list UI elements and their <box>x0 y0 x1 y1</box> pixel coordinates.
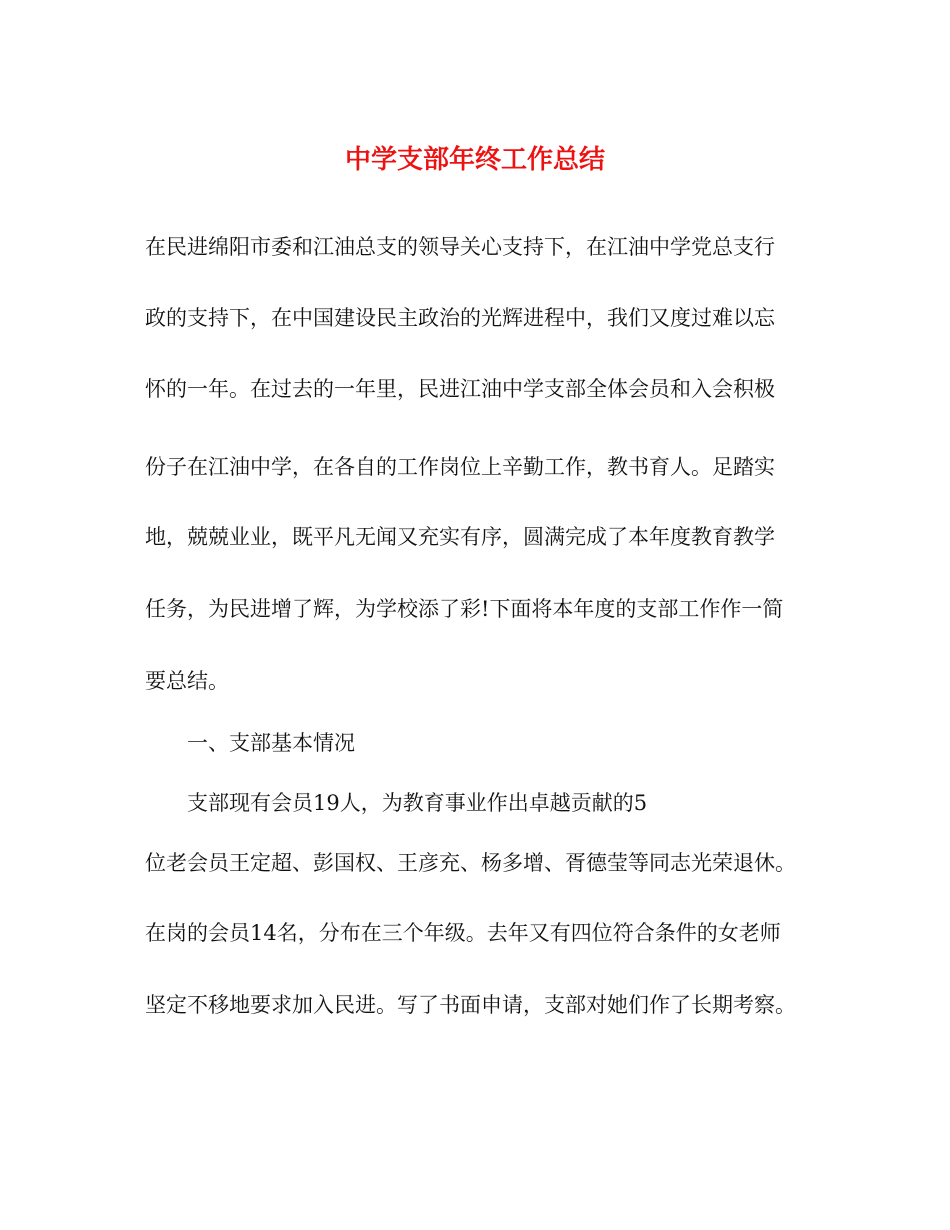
paragraph-line: 坚定不移地要求加入民进。写了书面申请，支部对她们作了长期考察。 <box>145 993 796 1017</box>
paragraph-line: 支部现有会员19人，为教育事业作出卓越贡献的5 <box>187 791 648 815</box>
paragraph-line: 要总结。 <box>145 669 229 693</box>
paragraph-line: 地，兢兢业业，既平凡无闻又充实有序，圆满完成了本年度教育教学 <box>145 525 775 549</box>
paragraph-line: 在民进绵阳市委和江油总支的领导关心支持下，在江油中学党总支行 <box>145 235 775 259</box>
paragraph-line: 在岗的会员14名，分布在三个年级。去年又有四位符合条件的女老师 <box>145 921 781 945</box>
section-heading: 一、支部基本情况 <box>187 731 355 755</box>
paragraph-line: 位老会员王定超、彭国权、王彦充、杨多增、胥德莹等同志光荣退休。 <box>145 851 796 875</box>
paragraph-line: 份子在江油中学，在各自的工作岗位上辛勤工作，教书育人。足踏实 <box>145 455 775 479</box>
document-title: 中学支部年终工作总结 <box>344 145 605 175</box>
paragraph-line: 政的支持下，在中国建设民主政治的光辉进程中，我们又度过难以忘 <box>145 306 775 330</box>
paragraph-line: 怀的一年。在过去的一年里，民进江油中学支部全体会员和入会积极 <box>145 377 775 401</box>
paragraph-line: 任务，为民进增了辉，为学校添了彩!下面将本年度的支部工作作一简 <box>145 597 784 621</box>
